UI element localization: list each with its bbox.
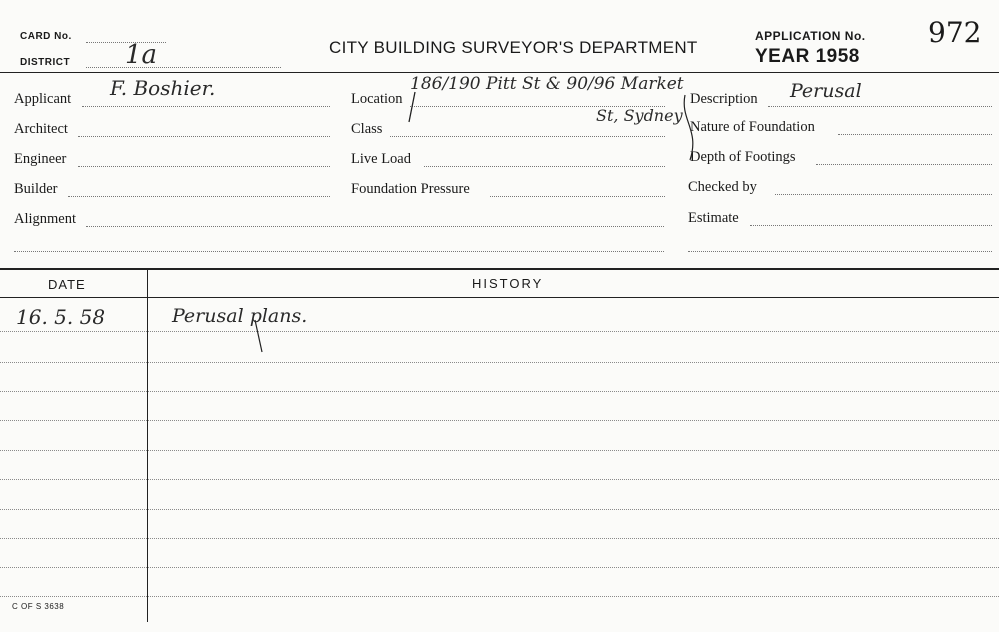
history-row-line — [0, 538, 999, 539]
history-column-divider — [147, 270, 148, 622]
live-load-label: Live Load — [351, 151, 411, 167]
history-top-rule — [0, 268, 999, 270]
history-entry-text: Perusal plans. — [172, 305, 308, 327]
application-no-value: 972 — [928, 16, 982, 49]
alignment-label: Alignment — [14, 211, 77, 227]
history-row-line — [0, 596, 999, 597]
history-row-line — [0, 450, 999, 451]
engineer-label: Engineer — [14, 151, 67, 167]
history-row-line — [0, 567, 999, 568]
location-value-2: St, Sydney — [596, 106, 683, 125]
history-row-line — [0, 509, 999, 510]
estimate-label: Estimate — [688, 210, 739, 226]
description-label: Description — [690, 91, 758, 107]
history-row-line — [0, 362, 999, 363]
history-row-line — [0, 331, 999, 332]
applicant-value: F. Boshier. — [110, 76, 216, 100]
form-code: C OF S 3638 — [12, 602, 65, 611]
history-header: HISTORY — [472, 276, 544, 291]
foundation-pressure-label: Foundation Pressure — [351, 181, 470, 197]
history-header-rule — [0, 297, 999, 298]
location-label: Location — [351, 91, 403, 107]
description-value: Perusal — [790, 80, 862, 102]
applicant-label: Applicant — [14, 91, 72, 107]
card-no-label: CARD No. — [20, 31, 72, 42]
department-title: CITY BUILDING SURVEYOR'S DEPARTMENT — [329, 38, 698, 57]
date-header: DATE — [48, 277, 86, 292]
class-label: Class — [351, 121, 383, 137]
year-label: YEAR 1958 — [755, 46, 860, 67]
history-row-line — [0, 391, 999, 392]
depth-of-footings-label: Depth of Footings — [690, 149, 796, 165]
district-value: 1a — [125, 40, 158, 70]
checked-by-label: Checked by — [688, 179, 757, 195]
architect-label: Architect — [14, 121, 68, 137]
district-label: DISTRICT — [20, 57, 71, 68]
application-no-label: APPLICATION No. — [755, 29, 866, 43]
history-row-line — [0, 420, 999, 421]
history-row-line — [0, 479, 999, 480]
location-value: 186/190 Pitt St & 90/96 Market — [410, 74, 684, 94]
history-entry-date: 16. 5. 58 — [16, 305, 106, 329]
nature-of-foundation-label: Nature of Foundation — [690, 119, 815, 135]
builder-label: Builder — [14, 181, 58, 197]
